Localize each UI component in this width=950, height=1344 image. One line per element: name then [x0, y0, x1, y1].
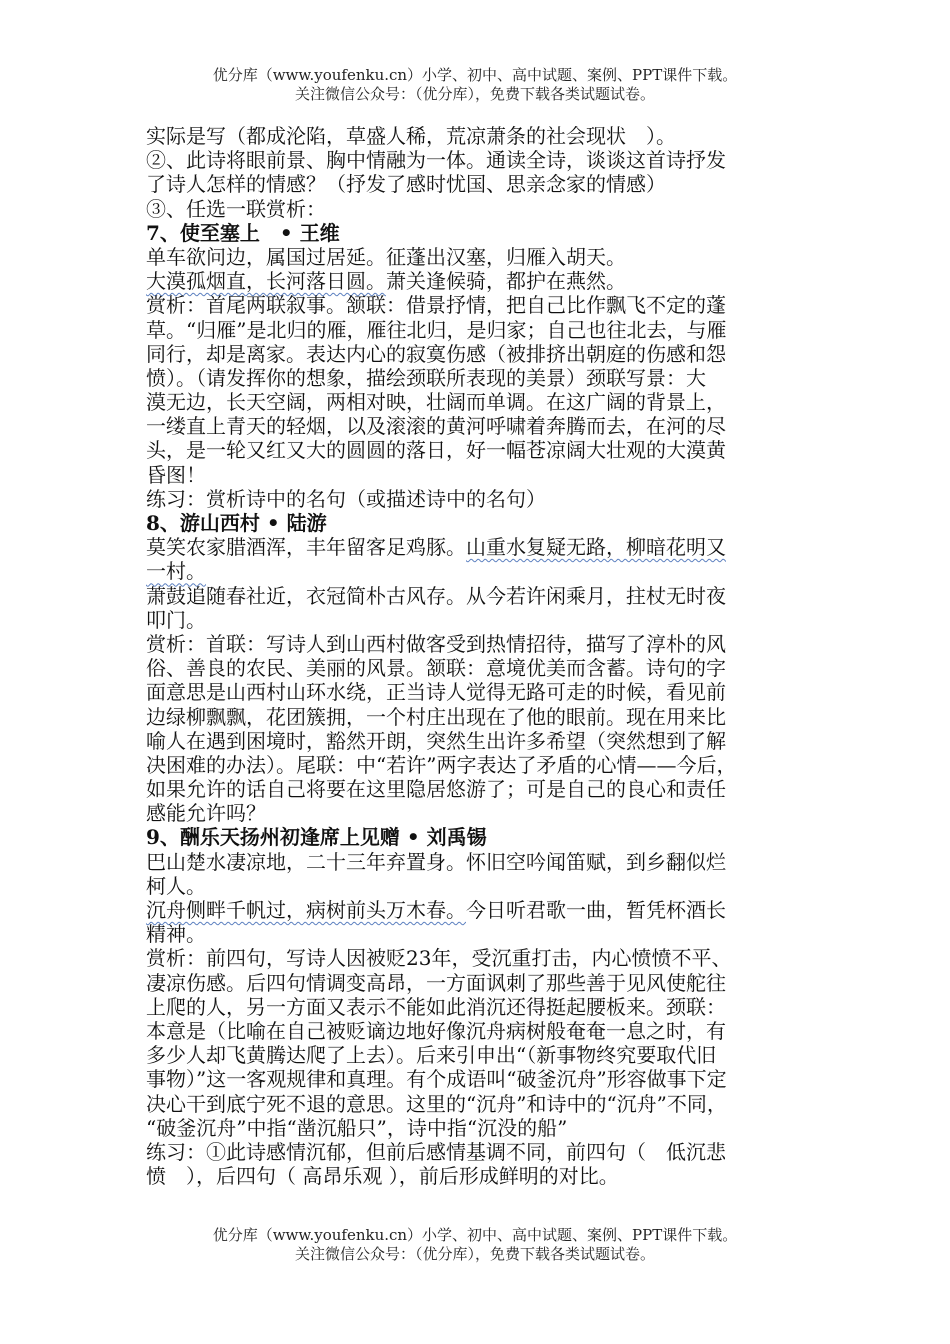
- verse-rest: 今日听君歌一曲，暂凭杯酒长: [466, 898, 726, 922]
- text-line: 巴山楚水凄凉地，二十三年弃置身。怀旧空吟闻笛赋，到乡翻似烂: [146, 849, 726, 874]
- text-line: 同行，却是离家。表达内心的寂寞伤感（被排挤出朝庭的伤感和怨: [146, 341, 726, 366]
- text-line: 上爬的人，另一方面又表示不能如此消沉还得挺起腰板来。颈联：: [146, 994, 726, 1019]
- text-line: 决困难的办法）。尾联：中“若许”两字表达了矛盾的心情——今后，: [146, 752, 737, 777]
- text-line: 练习：①此诗感情沉郁，但前后感情基调不同，前四句（ 低沉悲: [146, 1139, 726, 1164]
- text-line: 感能允许吗？: [146, 801, 266, 826]
- page-footer: [0, 1226, 950, 1264]
- text-line: 面意思是山西村山环水绕，正当诗人觉得无路可走的时候，看见前: [146, 680, 726, 705]
- text-line: 赏析：首尾两联叙事。颔联：借景抒情，把自己比作飘飞不定的蓬: [146, 293, 726, 318]
- famous-verse-underlined: 沉舟侧畔千帆过，病树前头万木春。: [146, 898, 466, 922]
- header-line-2: 关注微信公众号：（优分库），免费下载各类试题试卷。: [294, 85, 655, 103]
- text-line: 萧鼓追随春社近，衣冠简朴古风存。从今若许闲乘月，拄杖无时夜: [146, 583, 726, 608]
- text-line: 一缕直上青天的轻烟，以及滚滚的黄河呼啸着奔腾而去，在河的尽: [146, 414, 726, 439]
- text-line: 本意是（比喻在自己被贬谪边地好像沉舟病树般奄奄一息之时，有: [146, 1018, 726, 1043]
- text-line: 喻人在遇到困境时，豁然开朗，突然生出许多希望（突然想到了解: [146, 728, 726, 753]
- text-line: 练习：赏析诗中的名句（或描述诗中的名句）: [146, 486, 546, 511]
- text-line: 赏析：前四句，写诗人因被贬23年，受沉重打击，内心愤愤不平、: [146, 946, 732, 971]
- text-line: 愤）。（请发挥你的想象，描绘颈联所表现的美景）颈联写景：大: [146, 365, 706, 390]
- text-line: 头，是一轮又红又大的圆圆的落日，好一幅苍凉阔大壮观的大漠黄: [146, 438, 726, 463]
- poem-title-shizhisaishang: 7、使至塞上 • 王维: [146, 220, 340, 245]
- famous-verse-underlined: 山重水复疑无路，柳暗花明又: [466, 535, 726, 560]
- footer-line-2: 关注微信公众号：（优分库），免费下载各类试题试卷。: [294, 1245, 655, 1263]
- poem-title-youshanxicun: 8、游山西村 • 陆游: [146, 511, 327, 535]
- verse-start: 莫笑农家腊酒浑，丰年留客足鸡豚。: [146, 535, 466, 560]
- text-line: ③、任选一联赏析：: [146, 196, 326, 221]
- text-line: 漠无边，长天空阔，两相对映，壮阔而单调。在这广阔的背景上，: [146, 390, 726, 415]
- famous-verse-underlined: 一村。: [146, 559, 206, 584]
- text-line: 俗、善良的农民、美丽的风景。颔联：意境优美而含蓄。诗句的字: [146, 656, 726, 681]
- text-line: ②、此诗将眼前景、胸中情融为一体。通读全诗，谈谈这首诗抒发: [146, 148, 726, 173]
- text-line: 草。“归雁”是北归的雁，雁往北归，是归家；自己也往北去，与雁: [146, 317, 727, 342]
- page-header: [0, 66, 950, 104]
- text-line: 单车欲问边，属国过居延。征蓬出汉塞，归雁入胡天。: [146, 244, 626, 269]
- text-line: 赏析：首联：写诗人到山西村做客受到热情招待，描写了淳朴的风: [146, 631, 726, 656]
- text-line: 边绿柳飘飘，花团簇拥，一个村庄出现在了他的眼前。现在用来比: [146, 704, 726, 729]
- verse-rest: 萧关逢候骑，都护在燕然。: [386, 269, 626, 294]
- footer-line-1: 优分库（www.youfenku.cn）小学、初中、高中试题、案例、PPT课件下载。: [212, 1226, 738, 1244]
- text-line: 愤 ），后四句（ 高昂乐观 ），前后形成鲜明的对比。: [146, 1164, 619, 1189]
- text-line-famous-verse: [146, 535, 816, 559]
- text-line: 叩门。: [146, 607, 206, 632]
- text-line: 多少人却飞黄腾达爬了上去）。后来引申出“（新事物终究要取代旧: [146, 1043, 717, 1068]
- famous-verse-underlined: 大漠孤烟直，长河落日圆。: [146, 269, 386, 294]
- text-line: 如果允许的话自己将要在这里隐居悠游了；可是自己的良心和责任: [146, 777, 726, 802]
- text-line: 柯人。: [146, 873, 206, 898]
- text-line: 事物）”这一客观规律和真理。有个成语叫“破釜沉舟”形容做事下定: [146, 1067, 727, 1092]
- header-line-1: 优分库（www.youfenku.cn）小学、初中、高中试题、案例、PPT课件下载。: [212, 66, 738, 84]
- text-line: [146, 559, 816, 583]
- text-line-famous-verse: [146, 269, 816, 293]
- text-line: 精神。: [146, 922, 206, 947]
- text-line: 昏图！: [146, 462, 206, 487]
- text-line: 了诗人怎样的情感？（抒发了感时忧国、思亲念家的情感）: [146, 172, 666, 197]
- text-line: 决心干到底宁死不退的意思。这里的“沉舟”和诗中的“沉舟”不同，: [146, 1091, 727, 1116]
- text-line: “破釜沉舟”中指“凿沉船只”，诗中指“沉没的船”: [146, 1115, 568, 1140]
- document-body: [146, 124, 816, 1188]
- poem-title-choulet ian: 9、酬乐天扬州初逢席上见赠 • 刘禹锡: [146, 825, 487, 850]
- text-line: 实际是写（都成沦陷，草盛人稀，荒凉萧条的社会现状 ）。: [146, 124, 676, 148]
- text-line: 凄凉伤感。后四句情调变高昂，一方面讽刺了那些善于见风使舵往: [146, 970, 726, 995]
- text-line-famous-verse: [146, 898, 816, 922]
